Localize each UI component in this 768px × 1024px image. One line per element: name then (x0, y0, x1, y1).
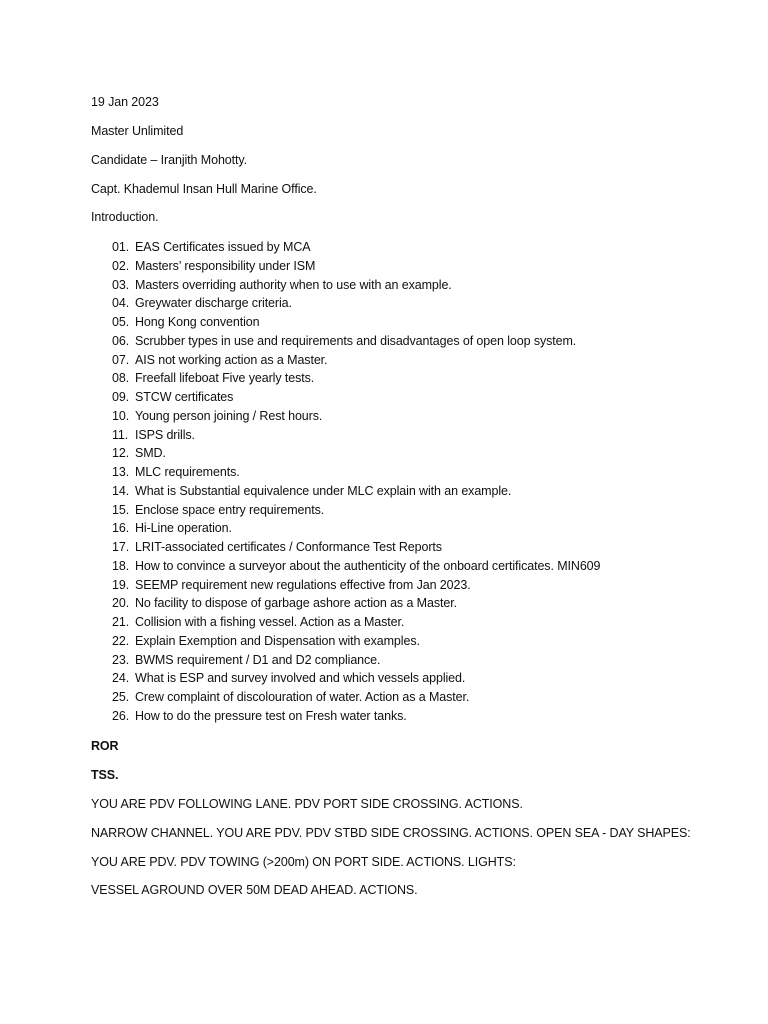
question-item (112, 240, 600, 259)
question-number: 22. (112, 633, 130, 648)
question-number: 06. (112, 333, 130, 348)
question-item (112, 446, 600, 465)
question-text: SMD. (135, 446, 166, 461)
question-item (112, 353, 600, 372)
question-number: 16. (112, 521, 130, 536)
question-number: 09. (112, 390, 130, 404)
ror-scenario: YOU ARE PDV. PDV TOWING (>200m) ON PORT SIDE. ACTIONS. LIGHTS: (91, 855, 516, 869)
question-text: Crew complaint of discolouration of water. Action as a Master. (135, 690, 470, 704)
candidate-name: Candidate – Iranjith Mohotty. (91, 153, 247, 167)
question-number: 05. (112, 315, 130, 329)
question-number: 11. (112, 427, 129, 442)
question-text: Hong Kong convention (135, 315, 260, 329)
question-number: 19. (112, 577, 130, 592)
question-number: 15. (112, 502, 130, 517)
question-item (112, 334, 600, 353)
question-number: 24. (112, 671, 130, 686)
question-item (112, 615, 600, 634)
question-number: 26. (112, 708, 130, 723)
question-text: ISPS drills. (135, 427, 195, 442)
question-number: 21. (112, 615, 130, 629)
question-text: How to convince a surveyor about the authenticity of the onboard certificates. MIN609 (135, 558, 601, 573)
question-item (112, 634, 600, 653)
question-number: 10. (112, 408, 130, 423)
question-text: What is ESP and survey involved and which vessels applied. (135, 671, 466, 686)
question-item (112, 484, 600, 503)
question-text: Enclose space entry requirements. (135, 502, 325, 517)
question-text: How to do the pressure test on Fresh water tanks. (135, 708, 407, 723)
question-text: What is Substantial equivalence under MLC explain with an example. (135, 483, 512, 498)
question-item (112, 296, 600, 315)
question-number: 13. (112, 465, 130, 479)
question-text: Greywater discharge criteria. (135, 296, 292, 311)
question-item (112, 578, 600, 597)
question-text: Collision with a fishing vessel. Action as a Master. (135, 615, 405, 629)
question-number: 08. (112, 371, 130, 386)
question-text: Young person joining / Rest hours. (135, 408, 323, 423)
question-item (112, 315, 600, 334)
question-text: Masters’ responsibility under ISM (135, 258, 316, 273)
question-item (112, 671, 600, 690)
ror-scenario: NARROW CHANNEL. YOU ARE PDV. PDV STBD SIDE CROSSING. ACTIONS. OPEN SEA - DAY SHAPES: (91, 826, 691, 840)
question-text: SEEMP requirement new regulations effective from Jan 2023. (135, 577, 471, 592)
question-text: BWMS requirement / D1 and D2 compliance. (135, 652, 381, 667)
question-text: Masters overriding authority when to use with an example. (135, 277, 452, 292)
exam-date: 19 Jan 2023 (91, 95, 159, 109)
question-number: 04. (112, 296, 130, 311)
question-item (112, 559, 600, 578)
ror-heading: ROR (91, 739, 119, 753)
question-item (112, 428, 600, 447)
question-number: 01. (112, 240, 130, 254)
ror-scenario: VESSEL AGROUND OVER 50M DEAD AHEAD. ACTIONS. (91, 883, 418, 897)
exam-title: Master Unlimited (91, 124, 184, 138)
question-item (112, 409, 600, 428)
question-number: 25. (112, 690, 130, 704)
question-item (112, 709, 600, 728)
examiner-name: Capt. Khademul Insan Hull Marine Office. (91, 182, 317, 196)
question-item (112, 371, 600, 390)
ror-scenario: YOU ARE PDV FOLLOWING LANE. PDV PORT SIDE CROSSING. ACTIONS. (91, 797, 523, 811)
question-item (112, 521, 600, 540)
introduction-heading: Introduction. (91, 210, 159, 224)
question-item (112, 259, 600, 278)
question-number: 23. (112, 652, 130, 667)
question-text: Hi-Line operation. (135, 521, 232, 536)
question-number: 14. (112, 483, 130, 498)
question-text: Explain Exemption and Dispensation with examples. (135, 633, 420, 648)
question-text: MLC requirements. (135, 465, 240, 479)
question-number: 20. (112, 596, 130, 611)
question-number: 17. (112, 540, 130, 554)
question-number: 18. (112, 558, 130, 573)
question-item (112, 653, 600, 672)
question-number: 12. (112, 446, 130, 461)
question-item (112, 465, 600, 484)
question-list (112, 240, 600, 728)
question-number: 07. (112, 352, 130, 367)
question-text: Freefall lifeboat Five yearly tests. (135, 371, 315, 386)
question-text: EAS Certificates issued by MCA (135, 240, 311, 254)
question-text: No facility to dispose of garbage ashore action as a Master. (135, 596, 457, 611)
question-item (112, 596, 600, 615)
question-item (112, 540, 600, 559)
tss-heading: TSS. (91, 768, 119, 782)
question-number: 03. (112, 277, 130, 292)
question-item (112, 503, 600, 522)
question-item (112, 690, 600, 709)
question-text: STCW certificates (135, 390, 234, 404)
question-text: LRIT-associated certificates / Conformance Test Reports (135, 540, 442, 554)
question-text: Scrubber types in use and requirements and disadvantages of open loop system. (135, 333, 577, 348)
question-text: AIS not working action as a Master. (135, 352, 328, 367)
question-number: 02. (112, 258, 130, 273)
question-item (112, 278, 600, 297)
question-item (112, 390, 600, 409)
